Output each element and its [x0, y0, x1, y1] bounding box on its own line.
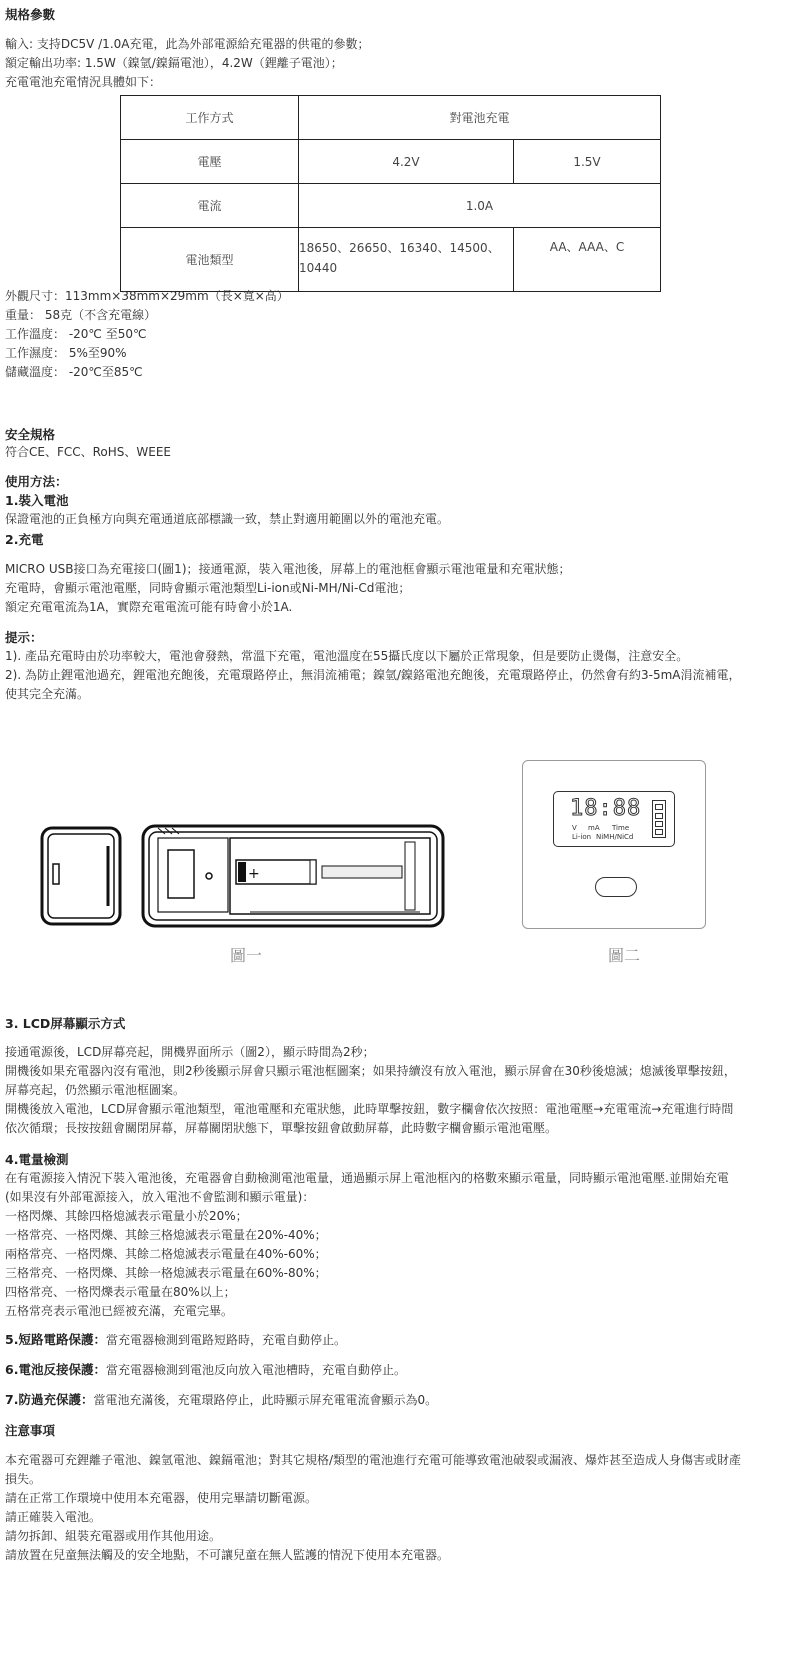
usage-step2-line: 額定充電電流為1A，實際充電電流可能有時會小於1A. — [5, 600, 293, 614]
charger-button[interactable] — [595, 877, 637, 897]
safety-title: 安全規格 — [5, 427, 56, 442]
table-cell — [299, 228, 514, 292]
table-cell: 1.5V — [514, 140, 661, 184]
detail-line: 重量： 58克（不含充電線） — [5, 308, 157, 322]
power-line: 一格閃爍、其餘四格熄滅表示電量小於20%； — [5, 1209, 248, 1223]
usage-step1-text: 保證電池的正負極方向與充電通道底部標識一致，禁止對適用範圍以外的電池充電。 — [5, 512, 450, 526]
protection-label: 6.電池反接保護： — [5, 1362, 106, 1377]
lcd-label-time: Time — [612, 824, 630, 832]
power-line: 在有電源接入情況下裝入電池後，充電器會自動檢測電池電量，通過顯示屏上電池框內的格數來顯示電量，同時顯示電池電壓.並開始充電 — [5, 1171, 729, 1185]
detail-line: 工作濕度： 5%至90% — [5, 346, 127, 360]
notes-line: 請勿拆卸、組裝充電器或用作其他用途。 — [5, 1529, 222, 1543]
lcd-screen — [553, 791, 675, 847]
power-line: 五格常亮表示電池已經被充滿，充電完畢。 — [5, 1304, 234, 1318]
protection-text: 當電池充滿後，充電環路停止，此時顯示屏充電電流會顯示為0。 — [93, 1393, 438, 1407]
table-cell: 4.2V — [299, 140, 514, 184]
lcd-digits: 18:88 — [570, 796, 642, 821]
protection-label: 5.短路電路保護： — [5, 1332, 106, 1347]
lcd-line: 屏幕亮起，仍然顯示電池框圖案。 — [5, 1083, 186, 1097]
spec-line: 額定輸出功率: 1.5W（鎳氫/鎳鎘電池），4.2W（鋰離子電池）； — [5, 56, 343, 70]
power-line: 一格常亮、一格閃爍、其餘三格熄滅表示電量在20%-40%； — [5, 1228, 327, 1242]
notes-line: 請放置在兒童無法觸及的安全地點，不可讓兒童在無人監護的情況下使用本充電器。 — [5, 1548, 450, 1562]
usage-step2-line: MICRO USB接口為充電接口(圖1)；接通電源，裝入電池後，屏幕上的電池框會顯示電池電量和充電狀態； — [5, 562, 571, 576]
lcd-window — [168, 850, 194, 898]
protection-label: 7.防過充保護： — [5, 1392, 94, 1407]
usage-step2-title: 2.充電 — [5, 532, 44, 547]
detail-line: 外觀尺寸：113mm×38mm×29mm（長×寬×高） — [5, 289, 289, 303]
tips-line: 使其完全充滿。 — [5, 687, 90, 701]
power-line: (如果沒有外部電源接入，放入電池不會監測和顯示電量)： — [5, 1190, 315, 1204]
protection-overcharge — [5, 1391, 437, 1409]
lcd-label-v: V — [572, 824, 577, 832]
lcd-battery-icon — [652, 800, 666, 838]
table-cell: 工作方式 — [121, 96, 299, 140]
lcd-label-nimh: NiMH/NiCd — [596, 833, 634, 841]
protection-text: 當充電器檢測到電路短路時，充電自動停止。 — [105, 1333, 346, 1347]
protection-text: 當充電器檢測到電池反向放入電池槽時，充電自動停止。 — [105, 1363, 406, 1377]
notes-line: 本充電器可充鋰離子電池、鎳氫電池、鎳鎘電池；對其它規格/類型的電池進行充電可能導致電池破裂或漏液、爆炸甚至造成人身傷害或財產 — [5, 1453, 742, 1467]
lcd-line: 接通電源後，LCD屏幕亮起，開機界面所示（圖2），顯示時間為2秒； — [5, 1045, 375, 1059]
power-line: 兩格常亮、一格閃爍、其餘二格熄滅表示電量在40%-60%； — [5, 1247, 327, 1261]
tips-title: 提示： — [5, 630, 43, 645]
lcd-line: 開機後如果充電器內沒有電池，則2秒後顯示屏會只顯示電池框圖案；如果持續沒有放入電池，顯示屏會在30秒後熄滅；熄滅後單擊按鈕， — [5, 1064, 736, 1078]
figure-2-panel — [522, 760, 706, 929]
power-line: 四格常亮、一格閃爍表示電量在80%以上； — [5, 1285, 236, 1299]
protection-short-circuit — [5, 1331, 346, 1349]
battery-types-line2: 10440 — [299, 261, 338, 275]
usage-title: 使用方法： — [5, 474, 68, 489]
power-title: 4.電量檢測 — [5, 1152, 69, 1167]
protection-reverse — [5, 1361, 406, 1379]
detail-line: 工作溫度： -20℃ 至50℃ — [5, 327, 147, 341]
usage-step1-title: 1.裝入電池 — [5, 493, 69, 508]
notes-title: 注意事項 — [5, 1423, 56, 1438]
figure-1-caption: 圖一 — [230, 946, 263, 965]
spec-line: 充電電池充電情況具體如下： — [5, 75, 162, 89]
lcd-label-liion: Li-ion — [572, 833, 592, 841]
table-cell: 電池類型 — [121, 228, 299, 292]
lcd-line: 依次循環；長按按鈕會關閉屏幕，屏幕關閉狀態下，單擊按鈕會啟動屏幕，此時數字欄會顯示電池電壓。 — [5, 1121, 558, 1135]
table-cell: 1.0A — [299, 184, 661, 228]
usage-step2-line: 充電時，會顯示電池電壓，同時會顯示電池類型Li-ion或Ni-MH/Ni-Cd電池； — [5, 581, 411, 595]
lcd-section-title: 3. LCD屏幕顯示方式 — [5, 1016, 126, 1031]
table-cell: 電壓 — [121, 140, 299, 184]
battery-plus-symbol: + — [248, 866, 260, 882]
power-line: 三格常亮、一格閃爍、其餘一格熄滅表示電量在60%-80%； — [5, 1266, 327, 1280]
tips-line: 1). 產品充電時由於功率較大，電池會發熱，常溫下充電，電池溫度在55攝氏度以下屬於正常現象，但是要防止燙傷，注意安全。 — [5, 649, 689, 663]
notes-line: 請在正常工作環境中使用本充電器，使用完畢請切斷電源。 — [5, 1491, 318, 1505]
usb-port — [53, 864, 59, 884]
table-cell: 電流 — [121, 184, 299, 228]
tips-line: 2). 為防止鋰電池過充，鋰電池充飽後，充電環路停止，無涓流補電；鎳氫/鎳鉻電池充飽後，充電環路停止，仍然會有約3-5mA涓流補電， — [5, 668, 741, 682]
table-cell: AA、AAA、C — [514, 228, 661, 292]
lcd-line: 開機後放入電池，LCD屏會顯示電池類型，電池電壓和充電狀態，此時單擊按鈕，數字欄會依次按照：電池電壓→充電電流→充電進行時間 — [5, 1102, 734, 1116]
spec-table — [120, 95, 661, 292]
safety-text: 符合CE、FCC、RoHS、WEEE — [5, 445, 172, 459]
battery-types-line1: 18650、26650、16340、14500、 — [299, 241, 500, 255]
detail-line: 儲藏溫度： -20℃至85℃ — [5, 365, 143, 379]
table-cell: 對電池充電 — [299, 96, 661, 140]
lcd-label-ma: mA — [588, 824, 600, 832]
spec-line: 輸入: 支持DC5V /1.0A充電，此為外部電源給充電器的供電的參數； — [5, 37, 370, 51]
notes-line: 損失。 — [5, 1472, 42, 1486]
notes-line: 請正確裝入電池。 — [5, 1510, 102, 1524]
spec-title: 規格參數 — [5, 7, 56, 22]
figure-2-caption: 圖二 — [608, 946, 641, 965]
figure-1-charger-drawing — [40, 820, 450, 930]
